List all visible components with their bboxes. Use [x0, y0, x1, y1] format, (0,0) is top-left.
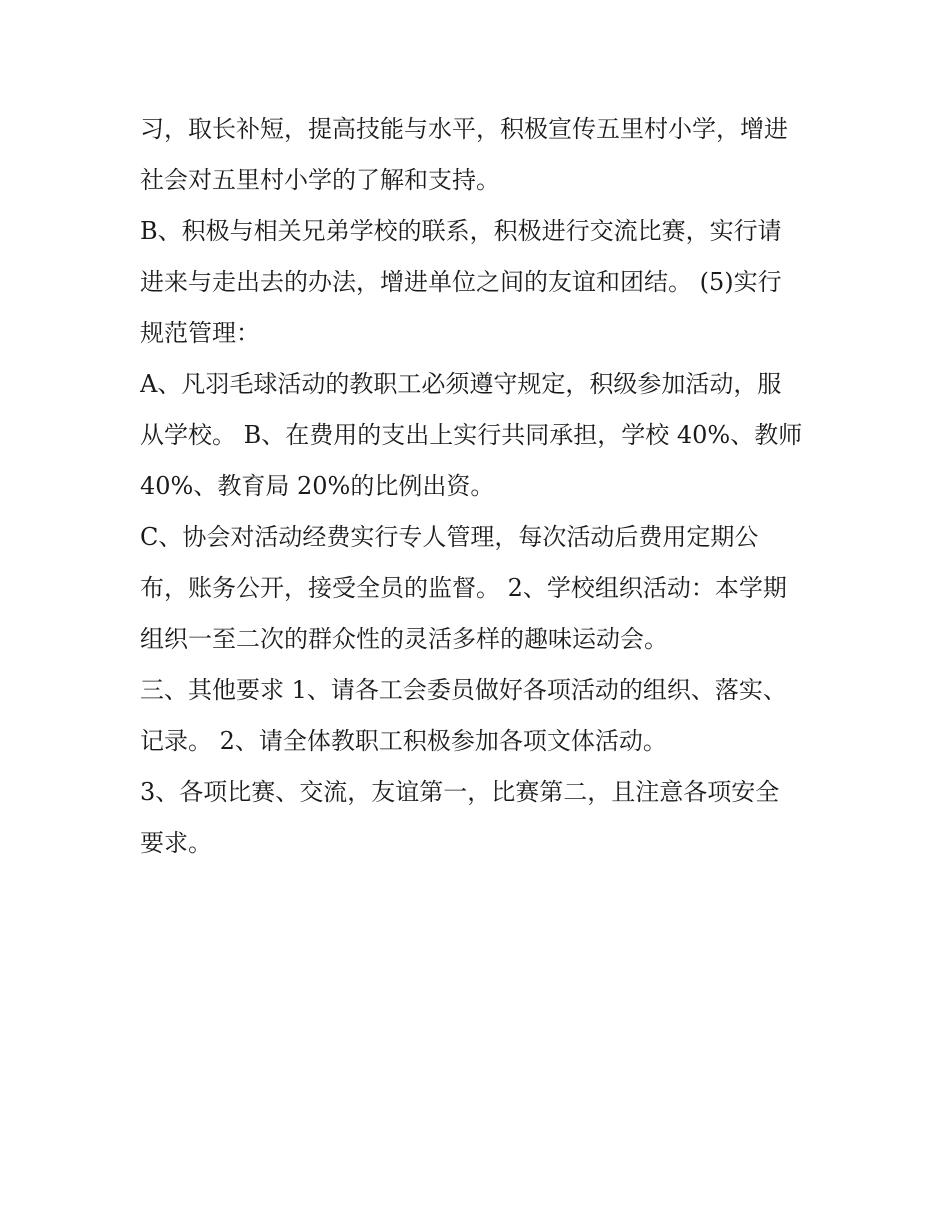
document-body [140, 104, 820, 869]
text-line: 社会对五里村小学的了解和支持。 [140, 166, 500, 194]
text-line: 三、其他要求 1、请各工会委员做好各项活动的组织、落实、 [140, 676, 787, 704]
text-line: 进来与走出去的办法，增进单位之间的友谊和团结。 (5)实行 [140, 268, 782, 296]
text-line: C、协会对活动经费实行专人管理，每次活动后费用定期公 [140, 523, 759, 551]
text-line: 要求。 [140, 829, 212, 857]
text-line: 3、各项比赛、交流，友谊第一，比赛第二，且注意各项安全 [140, 778, 780, 806]
text-line: 习，取长补短，提高技能与水平，积极宣传五里村小学，增进 [140, 115, 788, 143]
text-line: 记录。 2、请全体教职工积极参加各项文体活动。 [140, 727, 667, 755]
text-line: 规范管理： [140, 319, 260, 347]
text-line: A、凡羽毛球活动的教职工必须遵守规定，积级参加活动，服 [140, 370, 782, 398]
text-line: 布，账务公开，接受全员的监督。 2、学校组织活动：本学期 [140, 574, 787, 602]
text-line: B、积极与相关兄弟学校的联系，积极进行交流比赛，实行请 [140, 217, 782, 245]
text-line: 组织一至二次的群众性的灵活多样的趣味运动会。 [140, 625, 668, 653]
text-line: 40%、教育局 20%的比例出资。 [140, 472, 495, 500]
text-line: 从学校。 B、在费用的支出上实行共同承担，学校 40%、教师 [140, 421, 803, 449]
